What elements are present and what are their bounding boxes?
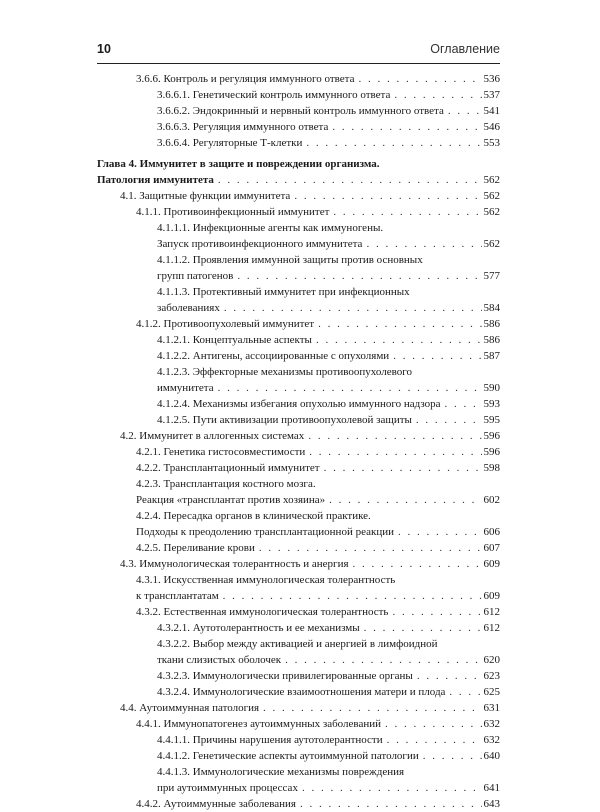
- toc-entry-title: 4.1.1.1. Инфекционные агенты как иммуногены.: [157, 222, 384, 234]
- toc-entry-page: 631: [483, 702, 500, 714]
- toc-entry[interactable]: [0, 748, 600, 764]
- toc-entry[interactable]: [0, 236, 600, 252]
- toc-entry-title: 4.3.2. Естественная иммунологическая толерантность: [136, 606, 389, 618]
- toc-entry-title: 4.1.1.3. Протективный иммунитет при инфекционных: [157, 286, 410, 298]
- leader-dots: [366, 236, 481, 252]
- leader-dots: [448, 103, 482, 119]
- toc-entry-page: 632: [483, 734, 500, 746]
- chapter-heading[interactable]: [0, 156, 600, 172]
- toc-entry[interactable]: [0, 87, 600, 103]
- toc-entry[interactable]: [0, 428, 600, 444]
- toc-entry[interactable]: [0, 135, 600, 151]
- toc-entry-page: 612: [483, 606, 500, 618]
- toc-entry-title: 4.4.1.3. Иммунологические механизмы повреждения: [157, 766, 405, 778]
- leader-dots: [223, 588, 482, 604]
- leader-dots: [387, 732, 482, 748]
- toc-entry-title: 4.1.2.4. Механизмы избегания опухолью иммунного надзора: [157, 398, 441, 410]
- toc-entry[interactable]: [0, 476, 600, 492]
- toc-entry[interactable]: [0, 764, 600, 780]
- toc-entry-title: 4.2.2. Трансплантационный иммунитет: [136, 462, 320, 474]
- toc-entry[interactable]: [0, 796, 600, 812]
- leader-dots: [259, 540, 482, 556]
- toc-entry-title: ткани слизистых оболочек: [157, 654, 282, 666]
- leader-dots: [416, 412, 482, 428]
- page-number: 10: [97, 42, 111, 56]
- leader-dots: [224, 300, 482, 316]
- toc-entry-page: 623: [483, 670, 500, 682]
- toc-entry[interactable]: [0, 268, 600, 284]
- toc-entry-page: 607: [483, 542, 500, 554]
- leader-dots: [285, 652, 481, 668]
- toc-entry[interactable]: [0, 588, 600, 604]
- toc-entry-title: 4.1.2.2. Антигены, ассоциированные с опухолями: [157, 350, 390, 362]
- toc-entry-title: 4.4.1.2. Генетические аспекты аутоиммунной патологии: [157, 750, 419, 762]
- leader-dots: [358, 71, 481, 87]
- leader-dots: [237, 268, 481, 284]
- toc-entry-title: 3.6.6.3. Регуляция иммунного ответа: [157, 121, 329, 133]
- leader-dots: [445, 396, 482, 412]
- toc-entry-title: 4.3.2.1. Аутотолерантность и ее механизмы: [157, 622, 360, 634]
- leader-dots: [302, 780, 482, 796]
- toc-entry-page: 586: [483, 334, 500, 346]
- toc-entry-title: 4.4.1. Иммунопатогенез аутоиммунных заболеваний: [136, 718, 381, 730]
- toc-entry[interactable]: [0, 300, 600, 316]
- leader-dots: [218, 172, 482, 188]
- page-header: [97, 42, 500, 62]
- leader-dots: [333, 204, 481, 220]
- leader-dots: [318, 316, 481, 332]
- toc-entry-page: 553: [483, 137, 500, 149]
- toc-entry-page: 562: [483, 190, 500, 202]
- running-title: Оглавление: [430, 42, 500, 56]
- toc-entry-page: 612: [483, 622, 500, 634]
- toc-entry-title: 4.4.2. Аутоиммунные заболевания: [136, 798, 296, 810]
- leader-dots: [308, 428, 481, 444]
- toc-entry-title: Реакция «трансплантат против хозяина»: [136, 494, 326, 506]
- toc-entry-title: 4.1.2.1. Концептуальные аспекты: [157, 334, 312, 346]
- toc-entry[interactable]: [0, 620, 600, 636]
- leader-dots: [417, 668, 482, 684]
- toc-entry[interactable]: [0, 252, 600, 268]
- toc-entry-page: 577: [483, 270, 500, 282]
- toc-entry[interactable]: [0, 71, 600, 87]
- toc-entry[interactable]: [0, 396, 600, 412]
- leader-dots: [385, 716, 482, 732]
- leader-dots: [423, 748, 482, 764]
- toc-entry[interactable]: [0, 636, 600, 652]
- toc-entry-page: 536: [483, 73, 500, 85]
- leader-dots: [294, 188, 481, 204]
- toc-entry-title: 4.3.2.3. Иммунологически привилегированные органы: [157, 670, 413, 682]
- toc-entry-title: 4.2. Иммунитет в аллогенных системах: [120, 430, 305, 442]
- toc-entry[interactable]: [0, 204, 600, 220]
- toc-entry[interactable]: [0, 668, 600, 684]
- leader-dots: [316, 332, 482, 348]
- toc-entry-title: Глава 4. Иммунитет в защите и повреждении организма.: [97, 158, 380, 170]
- toc-entry[interactable]: [0, 316, 600, 332]
- toc-entry-page: 602: [483, 494, 500, 506]
- toc-entry[interactable]: [0, 172, 600, 188]
- toc-entry-page: 587: [483, 350, 500, 362]
- toc-entry-title: 3.6.6. Контроль и регуляция иммунного ответа: [136, 73, 355, 85]
- toc-entry-page: 562: [483, 174, 500, 186]
- toc-entry-title: групп патогенов: [157, 270, 234, 282]
- toc-entry-title: 4.4. Аутоиммунная патология: [120, 702, 260, 714]
- leader-dots: [364, 620, 482, 636]
- toc-entry-page: 641: [483, 782, 500, 794]
- toc-entry[interactable]: [0, 604, 600, 620]
- toc-entry[interactable]: [0, 119, 600, 135]
- header-rule: [97, 63, 500, 64]
- toc-entry-page: 595: [483, 414, 500, 426]
- toc-entry-page: 541: [483, 105, 500, 117]
- toc-entry[interactable]: [0, 380, 600, 396]
- toc-entry-page: 609: [483, 590, 500, 602]
- leader-dots: [353, 556, 482, 572]
- toc-entry[interactable]: [0, 732, 600, 748]
- toc-entry[interactable]: [0, 700, 600, 716]
- toc-entry[interactable]: [0, 492, 600, 508]
- toc-entry-title: 4.2.1. Генетика гистосовместимости: [136, 446, 306, 458]
- toc-entry-page: 640: [483, 750, 500, 762]
- toc-entry[interactable]: [0, 652, 600, 668]
- toc-entry[interactable]: [0, 103, 600, 119]
- toc-entry-title: Подходы к преодолению трансплантационной реакции: [136, 526, 394, 538]
- toc-entry-title: 4.1.1.2. Проявления иммунной защиты против основных: [157, 254, 423, 266]
- leader-dots: [329, 492, 481, 508]
- leader-dots: [300, 796, 482, 812]
- leader-dots: [392, 604, 481, 620]
- toc-entry-title: 4.1.2. Противоопухолевый иммунитет: [136, 318, 315, 330]
- toc-entry-title: 3.6.6.2. Эндокринный и нервный контроль иммунного ответа: [157, 105, 444, 117]
- leader-dots: [449, 684, 481, 700]
- toc-entry-page: 632: [483, 718, 500, 730]
- toc-entry-title: 4.2.4. Пересадка органов в клинической практике.: [136, 510, 371, 522]
- leader-dots: [309, 444, 481, 460]
- toc-entry-page: 584: [483, 302, 500, 314]
- leader-dots: [306, 135, 481, 151]
- toc-entry[interactable]: [0, 572, 600, 588]
- toc-entry[interactable]: [0, 716, 600, 732]
- toc-entry-title: Запуск противоинфекционного иммунитета: [157, 238, 363, 250]
- toc-entry[interactable]: [0, 348, 600, 364]
- toc-entry[interactable]: [0, 508, 600, 524]
- toc-entry-title: 3.6.6.4. Регуляторные Т-клетки: [157, 137, 303, 149]
- toc-entry-page: 598: [483, 462, 500, 474]
- toc-entry-page: 590: [483, 382, 500, 394]
- toc-entry-page: 562: [483, 206, 500, 218]
- toc-entry-page: 596: [483, 446, 500, 458]
- leader-dots: [398, 524, 482, 540]
- leader-dots: [263, 700, 481, 716]
- toc-entry-title: 4.2.5. Переливание крови: [136, 542, 255, 554]
- toc-entry-page: 620: [483, 654, 500, 666]
- toc-entry[interactable]: [0, 332, 600, 348]
- toc-entry[interactable]: [0, 188, 600, 204]
- toc-entry-page: 606: [483, 526, 500, 538]
- toc-entry-page: 562: [483, 238, 500, 250]
- toc-entry-page: 596: [483, 430, 500, 442]
- toc-entry-title: 4.3.1. Искусственная иммунологическая толерантность: [136, 574, 396, 586]
- toc-entry[interactable]: [0, 684, 600, 700]
- toc-entry-title: Патология иммунитета: [97, 174, 214, 186]
- toc-entry-title: при аутоиммунных процессах: [157, 782, 298, 794]
- toc-entry-page: 586: [483, 318, 500, 330]
- toc-entry[interactable]: [0, 284, 600, 300]
- toc-entry-page: 625: [483, 686, 500, 698]
- toc-entry[interactable]: [0, 364, 600, 380]
- leader-dots: [218, 380, 482, 396]
- toc-entry-title: к трансплантатам: [136, 590, 219, 602]
- toc-entry-page: 546: [483, 121, 500, 133]
- toc-entry[interactable]: [0, 412, 600, 428]
- leader-dots: [332, 119, 481, 135]
- leader-dots: [393, 348, 481, 364]
- toc-entry[interactable]: [0, 780, 600, 796]
- toc-entry[interactable]: [0, 556, 600, 572]
- toc-entry-title: иммунитета: [157, 382, 214, 394]
- toc-entry-page: 609: [483, 558, 500, 570]
- toc-entry-page: 593: [483, 398, 500, 410]
- toc-entry-page: 537: [483, 89, 500, 101]
- toc-entry-title: 4.3.2.2. Выбор между активацией и анергией в лимфоидной: [157, 638, 438, 650]
- leader-dots: [394, 87, 481, 103]
- toc-entry[interactable]: [0, 524, 600, 540]
- toc-entry-title: 4.1.2.3. Эффекторные механизмы противоопухолевого: [157, 366, 412, 378]
- toc-entry[interactable]: [0, 460, 600, 476]
- leader-dots: [324, 460, 482, 476]
- toc-entry[interactable]: [0, 540, 600, 556]
- toc-entry-title: 3.6.6.1. Генетический контроль иммунного ответа: [157, 89, 391, 101]
- toc-entry-title: 4.3.2.4. Иммунологические взаимоотношения матери и плода: [157, 686, 446, 698]
- toc-entry-title: заболеваниях: [157, 302, 220, 314]
- toc-entry-title: 4.2.3. Трансплантация костного мозга.: [136, 478, 316, 490]
- toc-entry-title: 4.1.2.5. Пути активизации противоопухолевой защиты: [157, 414, 412, 426]
- toc-entry-title: 4.4.1.1. Причины нарушения аутотолерантности: [157, 734, 383, 746]
- toc-entry-title: 4.3. Иммунологическая толерантность и анергия: [120, 558, 349, 570]
- toc-entry-page: 643: [483, 798, 500, 810]
- toc-entry[interactable]: [0, 444, 600, 460]
- toc-entry-title: 4.1.1. Противоинфекционный иммунитет: [136, 206, 330, 218]
- toc-entry-title: 4.1. Защитные функции иммунитета: [120, 190, 291, 202]
- toc-entry[interactable]: [0, 220, 600, 236]
